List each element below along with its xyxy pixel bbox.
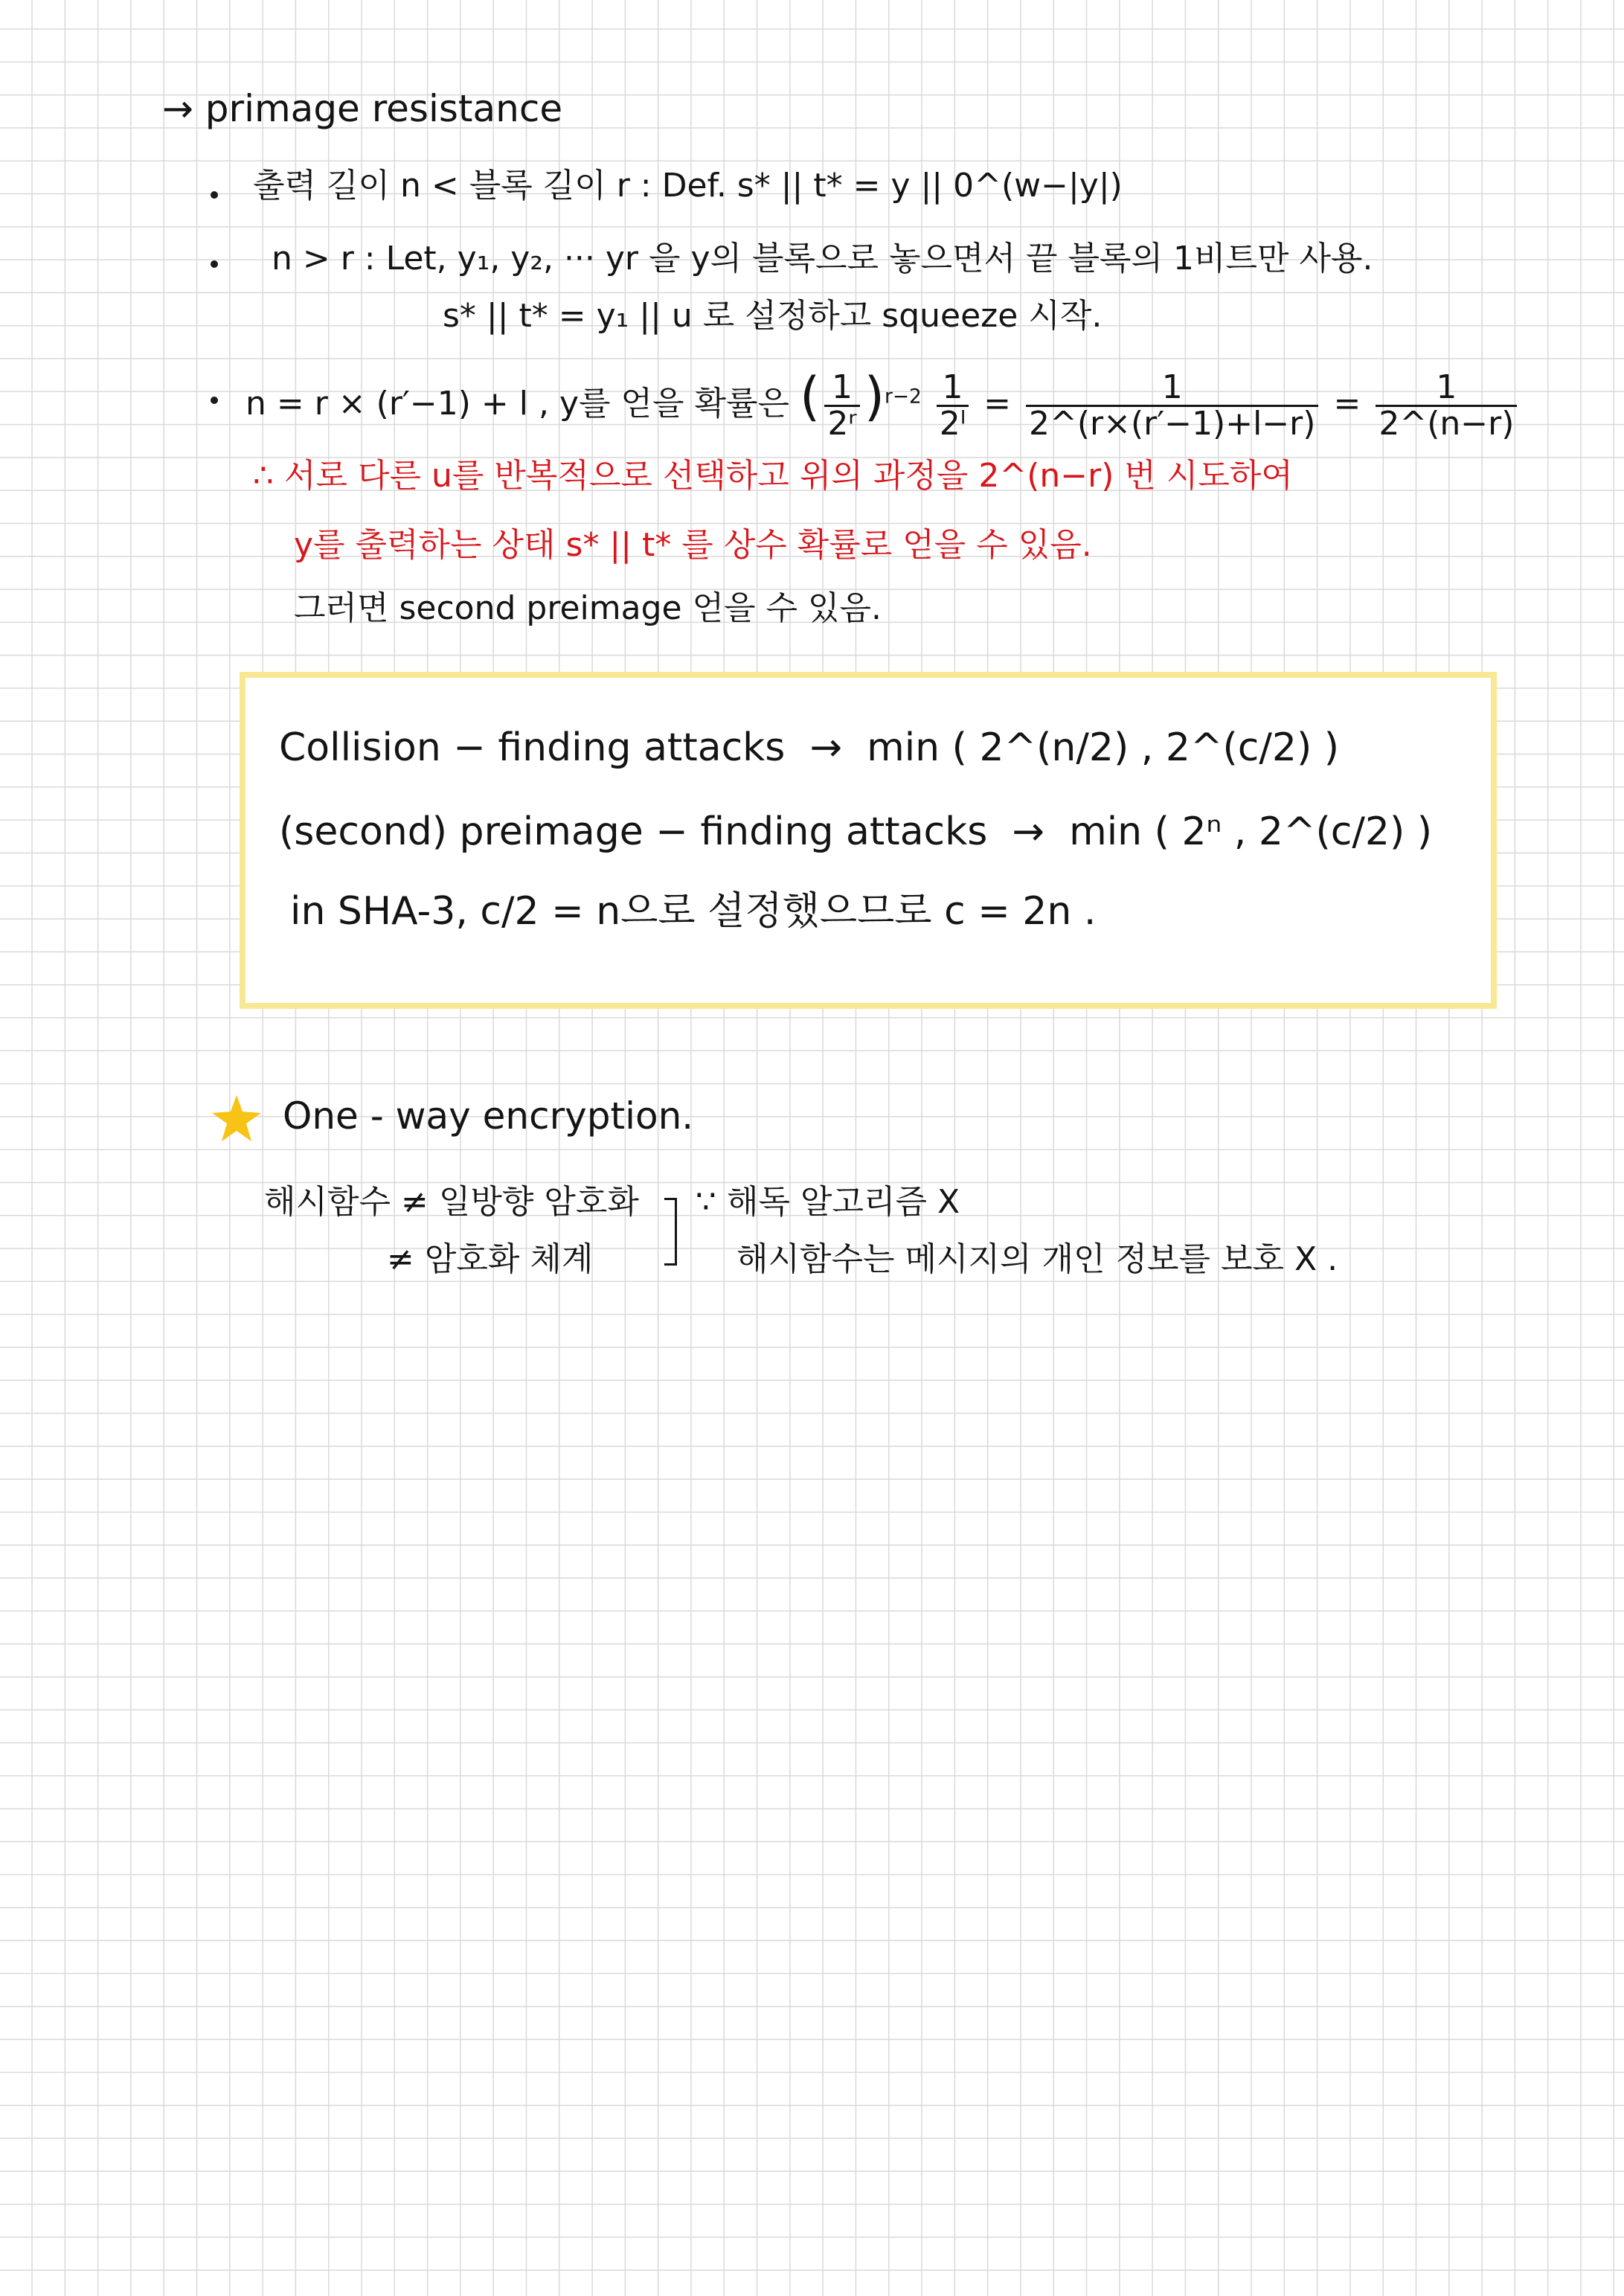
sha3-capacity-line: in SHA-3, c/2 = n으로 설정했으므로 c = 2n . bbox=[290, 889, 1097, 934]
bullet-output-length-lt-block: 출력 길이 n < 블록 길이 r : Def. s* || t* = y || 0^(w−|y|) bbox=[253, 167, 1123, 205]
reason-no-decryption: ∵ 해독 알고리즘 X bbox=[696, 1183, 960, 1221]
second-preimage-note: 그러면 second preimage 얻을 수 있음. bbox=[294, 589, 882, 627]
bullet-dot bbox=[211, 191, 218, 199]
right-bracket bbox=[664, 1198, 677, 1266]
arrow-right-icon: → bbox=[809, 725, 843, 770]
section-heading-one-way: One - way encryption. bbox=[283, 1094, 694, 1138]
exponent-r-minus-2: r−2 bbox=[885, 385, 922, 408]
fraction-base: $\frac{1}{\text{2ʳ}}$ bbox=[824, 371, 859, 441]
hash-not-one-way-encryption: 해시함수 ≠ 일방향 암호화 bbox=[264, 1183, 639, 1221]
probability-lhs: n = r × (r′−1) + l , y를 얻을 확률은 bbox=[245, 385, 789, 423]
section-heading-preimage: → primage resistance bbox=[162, 87, 563, 130]
hash-not-encryption-scheme: ≠ 암호화 체계 bbox=[387, 1240, 594, 1278]
bullet-dot bbox=[211, 260, 218, 268]
bullet-output-length-gt-block-line1: n > r : Let, y₁, y₂, ··· yr 을 y의 블록으로 놓으면서 끝 블록의 1비트만 사용. bbox=[272, 240, 1373, 278]
bullet-output-length-gt-block-line2: s* || t* = y₁ || u 로 설정하고 squeeze 시작. bbox=[443, 297, 1103, 335]
probability-formula: n = r × (r′−1) + l , y를 얻을 확률은 ( $\frac{1}{\text{2ʳ}}$ )$^{r-2}$ $\frac{1}{\text{2ˡ}}$ = $\frac{1}{2\^{}(r\times(r'-1)+l-r)}$ = $\frac{1}{2\^{}(n-r)}$ bbox=[245, 356, 1521, 445]
conclusion-red-line1: ∴ 서로 다른 u를 반복적으로 선택하고 위의 과정을 2^(n−r) 번 시도하여 bbox=[253, 457, 1293, 495]
fraction-expanded: $\frac{1}{2\^{}(r\times(r'-1)+l-r)}$ bbox=[1026, 371, 1318, 441]
star-icon bbox=[211, 1094, 263, 1143]
fraction-2-pow-l: $\frac{1}{\text{2ˡ}}$ bbox=[937, 371, 969, 441]
conclusion-red-line2: y를 출력하는 상태 s* || t* 를 상수 확률로 얻을 수 있음. bbox=[294, 526, 1092, 564]
attack-summary-box bbox=[240, 672, 1497, 1009]
bullet-dot bbox=[211, 397, 218, 404]
collision-attack-line: Collision − finding attacks → min ( 2^(n/2) , 2^(c/2) ) bbox=[279, 725, 1340, 770]
preimage-attack-line: (second) preimage − finding attacks → min ( 2ⁿ , 2^(c/2) ) bbox=[279, 809, 1433, 854]
reason-no-privacy: 해시함수는 메시지의 개인 정보를 보호 X . bbox=[736, 1240, 1338, 1278]
arrow-right-icon: → bbox=[1012, 809, 1044, 854]
fraction-result: $\frac{1}{2\^{}(n-r)}$ bbox=[1376, 371, 1517, 441]
